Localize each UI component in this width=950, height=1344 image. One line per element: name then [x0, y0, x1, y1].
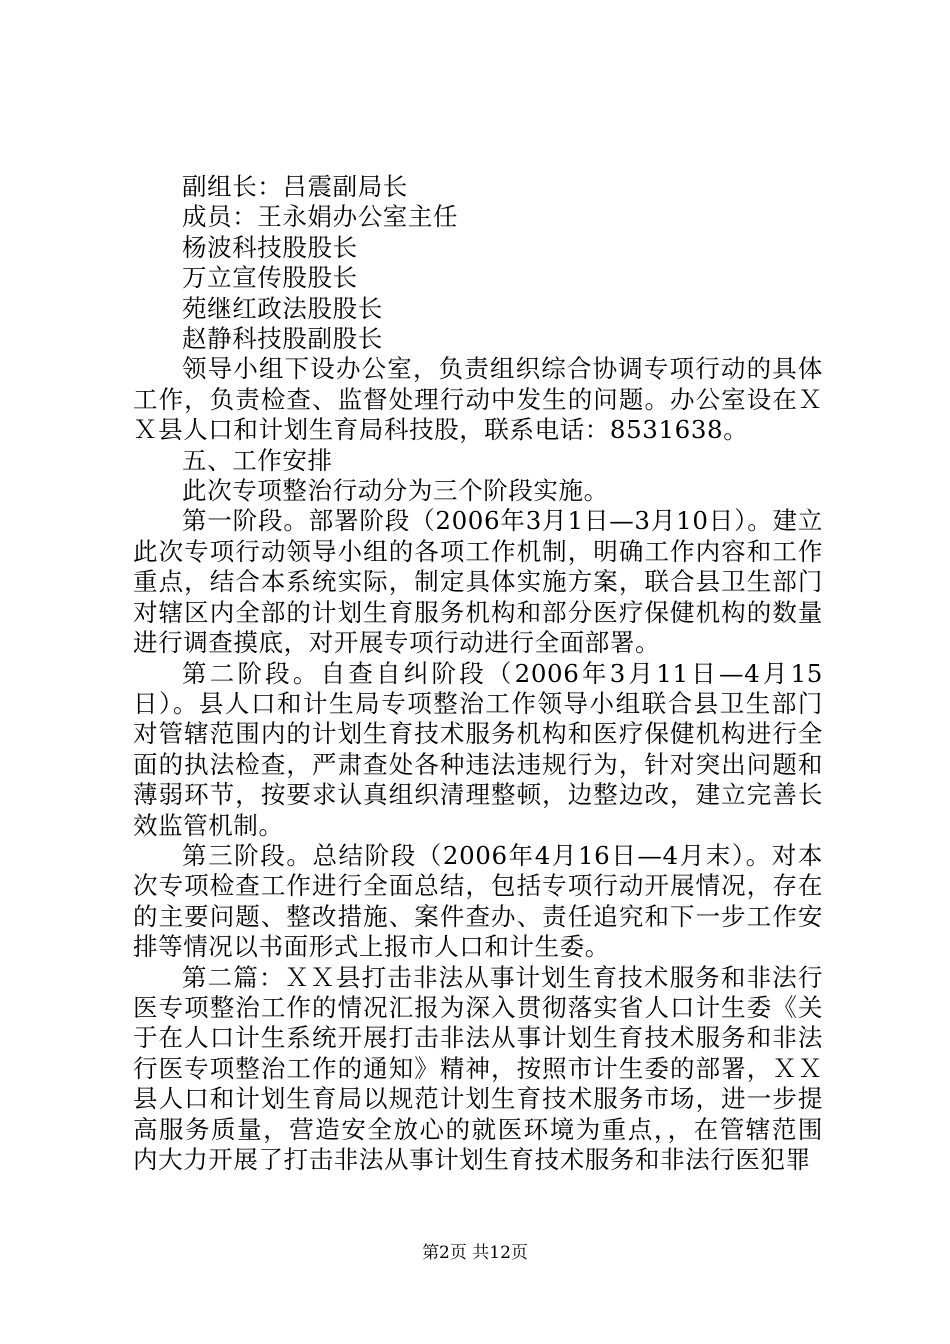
paragraph-stage-one: 第一阶段。部署阶段（2006年3月1日—3月10日）。建立此次专项行动领导小组的各项工作机制，明确工作内容和工作重点，结合本系统实际，制定具体实施方案，联合县卫生部门对辖区内全部的计划生育服务机构和部分医疗保健机构的数量进行调查摸底，对开展专项行动进行全面部署。 — [133, 506, 823, 658]
paragraph-member-yang: 杨波科技股股长 — [182, 232, 358, 262]
section-heading-work-arrangement: 五、工作安排 — [182, 445, 333, 475]
page-number-footer: 第2页 共12页 — [422, 1243, 528, 1263]
paragraph-stage-three: 第三阶段。总结阶段（2006年4月16日—4月末）。对本次专项检查工作进行全面总结，包括专项行动开展情况，存在的主要问题、整改措施、案件查办、责任追究和下一步工作安排等情况以书面形式上报市人口和计生委。 — [133, 840, 823, 962]
paragraph-members: 成员：王永娟办公室主任 — [182, 202, 459, 232]
document-body — [133, 172, 823, 1175]
paragraph-member-yuan: 苑继红政法股股长 — [182, 293, 383, 323]
paragraph-member-zhao: 赵静科技股副股长 — [182, 324, 383, 354]
paragraph-three-stages: 此次专项整治行动分为三个阶段实施。 — [182, 476, 609, 506]
paragraph-office: 领导小组下设办公室，负责组织综合协调专项行动的具体工作，负责检查、监督处理行动中发生的问题。办公室设在ＸＸ县人口和计划生育局科技股，联系电话：8531638。 — [133, 354, 823, 445]
paragraph-member-wan: 万立宣传股股长 — [182, 263, 358, 293]
paragraph-deputy-leader: 副组长：吕震副局长 — [182, 172, 408, 201]
paragraph-second-article: 第二篇：ＸＸ县打击非法从事计划生育技术服务和非法行医专项整治工作的情况汇报为深入贯彻落实省人口计生委《关于在人口计生系统开展打击非法从事计划生育技术服务和非法行医专项整治工作的通知》精神，按照市计生委的部署，ＸＸ县人口和计划生育局以规范计划生育技术服务市场，进一步提高服务质量，营造安全放心的就医环境为重点，，在管辖范围内大力开展了打击非法从事计划生育技术服务和非法行医犯罪 — [133, 962, 823, 1174]
paragraph-stage-two: 第二阶段。自查自纠阶段（2006年3月11日—4月15日）。县人口和计生局专项整治工作领导小组联合县卫生部门对管辖范围内的计划生育技术服务机构和医疗保健机构进行全面的执法检查，严肃查处各种违法违规行为，针对突出问题和薄弱环节，按要求认真组织清理整顿，边整边改，建立完善长效监管机制。 — [133, 658, 823, 840]
